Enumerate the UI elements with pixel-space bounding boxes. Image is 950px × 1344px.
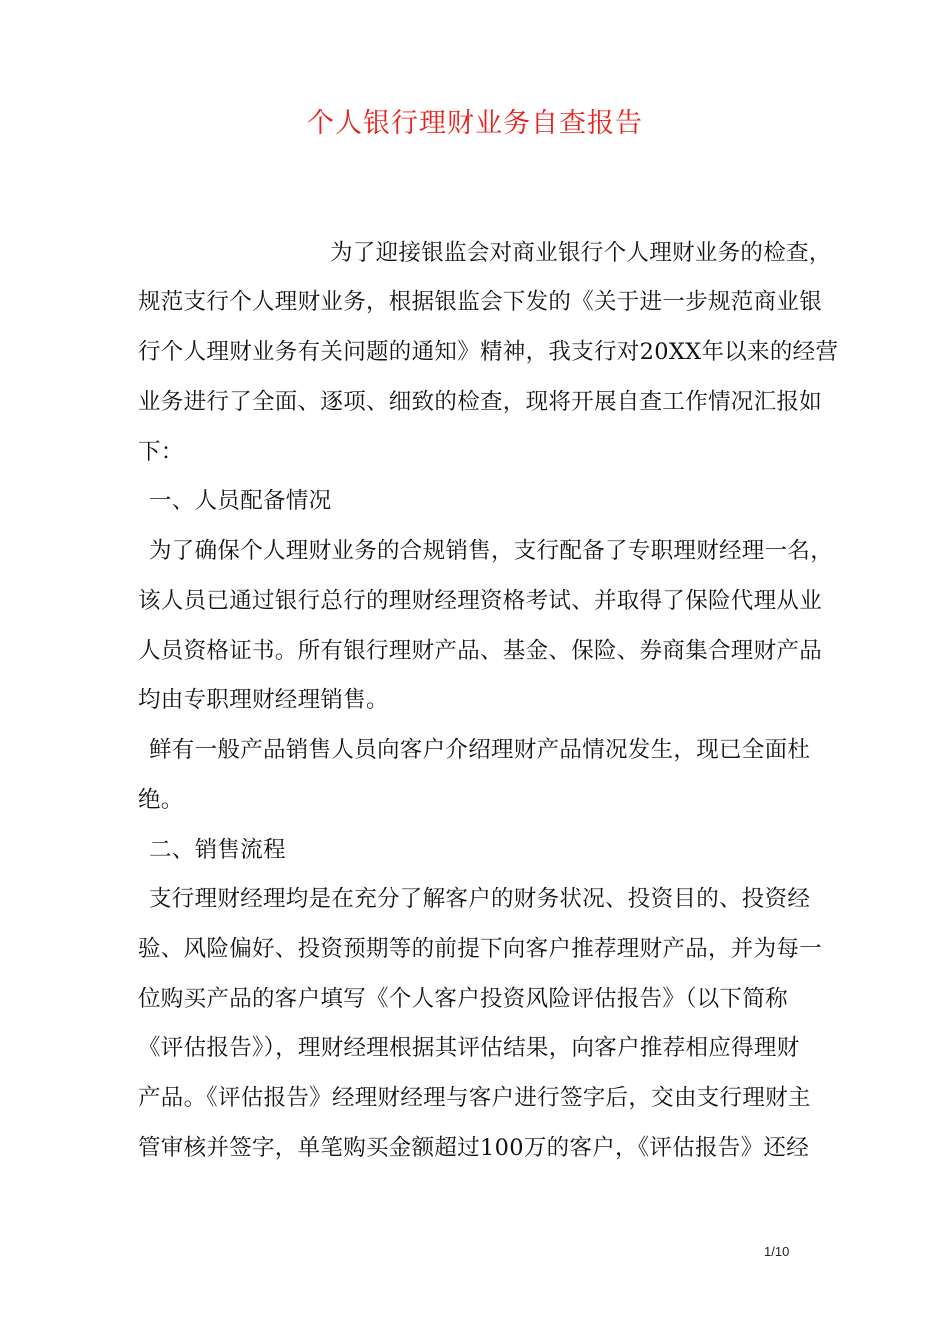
paragraph-line: 业务进行了全面、逐项、细致的检查，现将开展自查工作情况汇报如: [138, 389, 823, 415]
paragraph-line: 为了确保个人理财业务的合规销售，支行配备了专职理财经理一名，: [149, 538, 834, 564]
paragraph-line: 验、风险偏好、投资预期等的前提下向客户推荐理财产品，并为每一: [138, 936, 823, 962]
section-heading: 一、人员配备情况: [149, 488, 332, 514]
paragraph-line: 支行理财经理均是在充分了解客户的财务状况、投资目的、投资经: [149, 886, 811, 912]
paragraph-line: 位购买产品的客户填写《个人客户投资风险评估报告》（以下简称: [138, 986, 788, 1012]
page-number: 1/10: [764, 1244, 790, 1259]
section-heading: 二、销售流程: [149, 837, 286, 863]
paragraph-line: 人员资格证书。所有银行理财产品、基金、保险、券商集合理财产品: [138, 638, 823, 664]
paragraph-line: 产品。《评估报告》经理财经理与客户进行签字后，交由支行理财主: [138, 1085, 811, 1111]
paragraph-line: 鲜有一般产品销售人员向客户介绍理财产品情况发生，现已全面杜: [149, 737, 811, 763]
paragraph-line: 为了迎接银监会对商业银行个人理财业务的检查，: [330, 240, 832, 266]
document-title: 个人银行理财业务自查报告: [307, 108, 643, 139]
paragraph-line: 均由专职理财经理销售。: [138, 687, 389, 713]
paragraph-line: 绝。: [138, 787, 184, 813]
paragraph-line: 规范支行个人理财业务，根据银监会下发的《关于进一步规范商业银: [138, 289, 823, 315]
paragraph-line: 《评估报告》），理财经理根据其评估结果，向客户推荐相应得理财: [138, 1035, 800, 1061]
paragraph-line: 下：: [138, 439, 184, 465]
paragraph-line: 行个人理财业务有关问题的通知》精神，我支行对20XX年以来的经营: [138, 339, 839, 365]
paragraph-line: 管审核并签字，单笔购买金额超过100万的客户，《评估报告》还经: [138, 1135, 809, 1161]
paragraph-line: 该人员已通过银行总行的理财经理资格考试、并取得了保险代理从业: [138, 588, 823, 614]
